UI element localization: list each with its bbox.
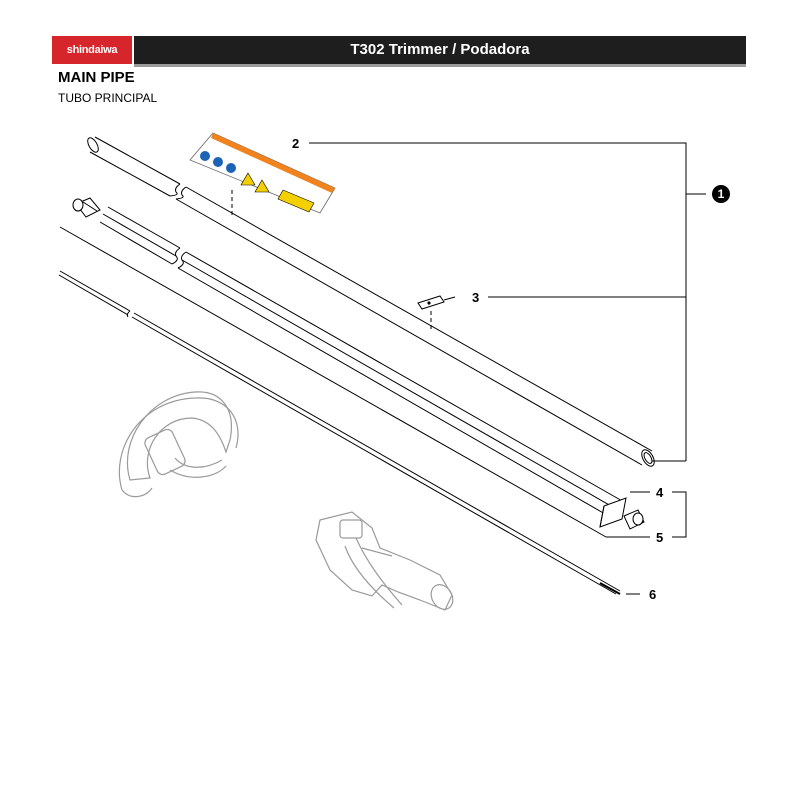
loop-handle-reference — [119, 392, 238, 497]
page-title: T302 Trimmer / Podadora — [350, 41, 530, 58]
callout-3: 3 — [472, 290, 480, 305]
callout-2: 2 — [292, 136, 300, 151]
plate-part — [418, 296, 444, 332]
brand-logo: shindaiwa — [52, 36, 132, 64]
section-title: MAIN PIPE — [58, 69, 135, 86]
callout-5: 5 — [656, 530, 664, 545]
callout-6: 6 — [649, 587, 657, 602]
main-pipe-part — [86, 136, 657, 468]
assembly-callout-number: 1 — [717, 187, 725, 201]
assembly-callout — [712, 185, 730, 203]
liner-part — [100, 207, 626, 527]
warning-label — [190, 133, 335, 218]
section-subtitle: TUBO PRINCIPAL — [58, 91, 158, 105]
callout-4: 4 — [656, 485, 664, 500]
throttle-handle-reference — [316, 512, 457, 613]
drive-shaft-part — [59, 271, 620, 594]
